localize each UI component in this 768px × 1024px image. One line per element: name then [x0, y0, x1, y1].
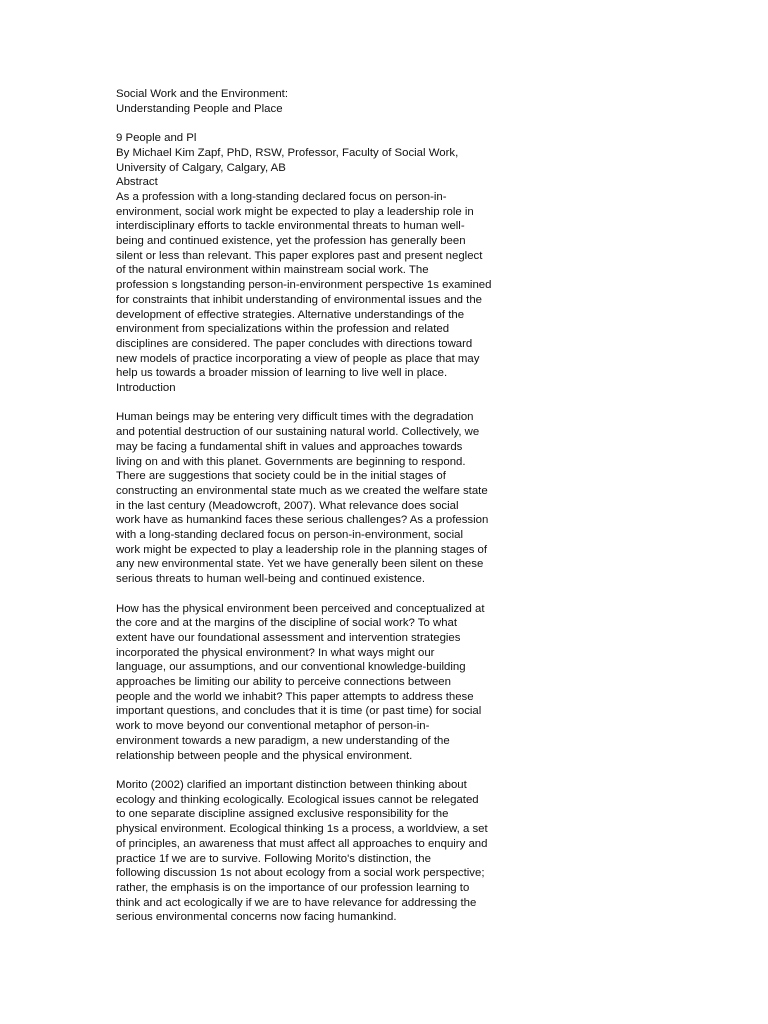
- text-line: There are suggestions that society could be in the initial stages of: [116, 470, 446, 483]
- text-line: in the last century (Meadowcroft, 2007). What relevance does social: [116, 499, 459, 512]
- text-line: help us towards a broader mission of learning to live well in place.: [116, 367, 448, 380]
- text-line: extent have our foundational assessment and intervention strategies: [116, 631, 461, 644]
- text-line: of principles, an awareness that must affect all approaches to enquiry and: [116, 837, 488, 850]
- text-line: Understanding People and Place: [116, 102, 283, 115]
- text-line: Human beings may be entering very difficult times with the degradation: [116, 411, 474, 424]
- text-line: practice 1f we are to survive. Following Morito's distinction, the: [116, 852, 431, 865]
- text-line: for constraints that inhibit understanding of environmental issues and the: [116, 293, 482, 306]
- text-line: and potential destruction of our sustaining natural world. Collectively, we: [116, 426, 480, 439]
- text-line: approaches be limiting our ability to perceive connections between: [116, 676, 451, 689]
- text-line: ecology and thinking ecologically. Ecological issues cannot be relegated: [116, 793, 479, 806]
- text-line: with a long-standing declared focus on person-in-environment, social: [116, 529, 463, 542]
- text-line: important questions, and concludes that it is time (or past time) for social: [116, 705, 482, 718]
- text-line: rather, the emphasis is on the importance of our profession learning to: [116, 881, 470, 894]
- text-line: environment towards a new paradigm, a new understanding of the: [116, 734, 450, 747]
- text-line: development of effective strategies. Alternative understandings of the: [116, 308, 465, 321]
- paragraph-gap: [116, 763, 516, 778]
- document-title: [116, 87, 516, 116]
- text-line: University of Calgary, Calgary, AB: [116, 161, 286, 174]
- introduction-paragraph-3: [116, 778, 516, 925]
- text-line: As a profession with a long-standing declared focus on person-in-: [116, 190, 447, 203]
- text-line: new models of practice incorporating a view of people as place that may: [116, 352, 480, 365]
- text-line: Introduction: [116, 382, 176, 395]
- text-line: think and act ecologically if we are to have relevance for addressing the: [116, 896, 477, 909]
- text-line: silent or less than relevant. This paper explores past and present neglect: [116, 249, 483, 262]
- text-line: disciplines are considered. The paper concludes with directions toward: [116, 337, 473, 350]
- text-line: language, our assumptions, and our conventional knowledge-building: [116, 661, 466, 674]
- text-line: environment, social work might be expected to play a leadership role in: [116, 205, 474, 218]
- text-line: of the natural environment within mainstream social work. The: [116, 264, 429, 277]
- text-line: How has the physical environment been perceived and conceptualized at: [116, 602, 485, 615]
- paragraph-gap: [116, 396, 516, 411]
- text-line: work have as humankind faces these serious challenges? As a profession: [116, 514, 489, 527]
- text-line: environment from specializations within the profession and related: [116, 323, 450, 336]
- text-line: profession s longstanding person-in-environment perspective 1s examined: [116, 279, 492, 292]
- abstract-text: [116, 190, 516, 396]
- text-line: By Michael Kim Zapf, PhD, RSW, Professor, Faculty of Social Work,: [116, 146, 459, 159]
- text-line: any new environmental state. Yet we have generally been silent on these: [116, 558, 484, 571]
- document-header: [116, 131, 516, 190]
- text-line: Social Work and the Environment:: [116, 88, 288, 100]
- text-line: constructing an environmental state much as we created the welfare state: [116, 484, 488, 497]
- paragraph-gap: [116, 587, 516, 602]
- introduction-paragraph-2: [116, 602, 516, 764]
- text-line: 9 People and Pl: [116, 132, 197, 145]
- text-line: Abstract: [116, 176, 158, 189]
- text-line: physical environment. Ecological thinking 1s a process, a worldview, a set: [116, 823, 488, 836]
- document-page: [116, 87, 516, 925]
- text-line: serious threats to human well-being and continued existence.: [116, 573, 425, 586]
- text-line: being and continued existence, yet the profession has generally been: [116, 235, 466, 248]
- text-line: Morito (2002) clarified an important distinction between thinking about: [116, 778, 467, 791]
- text-line: may be facing a fundamental shift in values and approaches towards: [116, 440, 463, 453]
- introduction-paragraph-1: [116, 410, 516, 586]
- text-line: to one separate discipline assigned exclusive responsibility for the: [116, 808, 449, 821]
- text-line: work to move beyond our conventional metaphor of person-in-: [116, 720, 430, 733]
- text-line: work might be expected to play a leadership role in the planning stages of: [116, 543, 488, 556]
- text-line: living on and with this planet. Governments are beginning to respond.: [116, 455, 466, 468]
- text-line: people and the world we inhabit? This paper attempts to address these: [116, 690, 474, 703]
- text-line: the core and at the margins of the discipline of social work? To what: [116, 617, 458, 630]
- text-line: following discussion 1s not about ecology from a social work perspective;: [116, 867, 485, 880]
- text-line: serious environmental concerns now facing humankind.: [116, 911, 397, 924]
- text-line: interdisciplinary efforts to tackle environmental threats to human well-: [116, 220, 465, 233]
- text-line: relationship between people and the physical environment.: [116, 749, 413, 762]
- paragraph-gap: [116, 116, 516, 131]
- text-line: incorporated the physical environment? In what ways might our: [116, 646, 435, 659]
